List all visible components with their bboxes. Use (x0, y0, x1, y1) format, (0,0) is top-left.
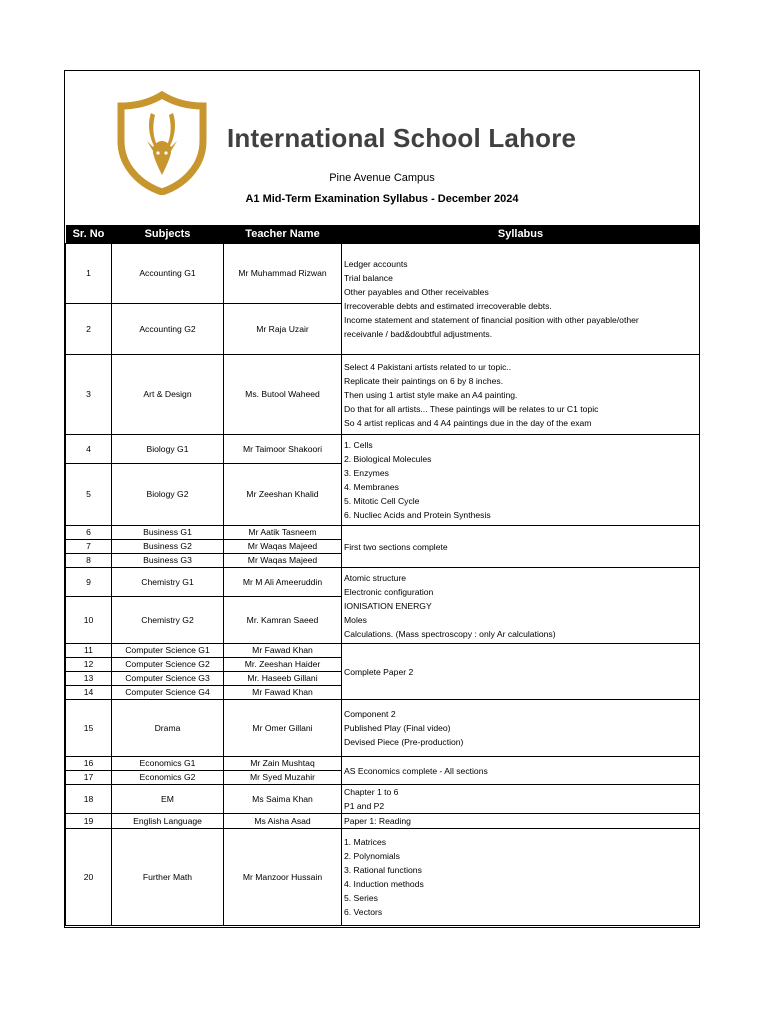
syllabus-line: Do that for all artists... These paintings will be relates to ur C1 topic (344, 403, 599, 414)
syllabus-line: Irrecoverable debts and estimated irrecoverable debts. (344, 301, 552, 311)
syllabus-table (65, 225, 700, 926)
subject-cell: Drama (112, 700, 224, 757)
column-header-teacher-name: Teacher Name (224, 225, 342, 244)
table-row (66, 700, 700, 757)
table-row (66, 244, 700, 304)
syllabus-line: Component 2 (344, 709, 396, 719)
column-header-sr-no: Sr. No (66, 225, 112, 244)
subject-cell: EM (112, 785, 224, 814)
subject-cell: Business G2 (112, 540, 224, 554)
sr-no-cell: 16 (66, 757, 112, 771)
sr-no-cell: 4 (66, 435, 112, 464)
table-row (66, 829, 700, 926)
syllabus-line: 5. Mitotic Cell Cycle (344, 496, 420, 506)
sr-no-cell: 19 (66, 814, 112, 829)
syllabus-line: receivanle / bad&doubtful adjustments. (344, 329, 493, 339)
syllabus-cell-art (342, 355, 700, 435)
subject-cell: Business G3 (112, 554, 224, 568)
sr-no-cell: 17 (66, 771, 112, 785)
syllabus-line: Replicate their paintings on 6 by 8 inches. (344, 375, 504, 386)
subject-cell: Economics G1 (112, 757, 224, 771)
subject-cell: English Language (112, 814, 224, 829)
table-header-row (66, 225, 700, 244)
teacher-cell: Mr. Haseeb Gillani (224, 672, 342, 686)
syllabus-line: P1 and P2 (344, 801, 385, 811)
syllabus-line: First two sections complete (344, 541, 448, 552)
syllabus-line: 6. Nucliec Acids and Protein Synthesis (344, 510, 491, 520)
sr-no-cell: 9 (66, 568, 112, 597)
syllabus-cell-english (342, 814, 700, 829)
table-row (66, 435, 700, 464)
sr-no-cell: 14 (66, 686, 112, 700)
subject-cell: Further Math (112, 829, 224, 926)
sr-no-cell: 8 (66, 554, 112, 568)
syllabus-cell-business (342, 526, 700, 568)
syllabus-line: Published Play (Final video) (344, 723, 451, 733)
sr-no-cell: 6 (66, 526, 112, 540)
syllabus-line: 6. Vectors (344, 907, 383, 917)
subject-cell: Biology G1 (112, 435, 224, 464)
document-header (65, 71, 699, 226)
syllabus-cell-economics (342, 757, 700, 785)
sr-no-cell: 7 (66, 540, 112, 554)
column-header-subjects: Subjects (112, 225, 224, 244)
syllabus-cell-biology (342, 435, 700, 526)
syllabus-line: Electronic configuration (344, 586, 434, 597)
syllabus-line: 3. Rational functions (344, 865, 422, 875)
syllabus-cell-further-math (342, 829, 700, 926)
syllabus-line: IONISATION ENERGY (344, 600, 432, 611)
syllabus-line: Moles (344, 614, 367, 625)
syllabus-cell-drama (342, 700, 700, 757)
teacher-cell: Mr Raja Uzair (224, 304, 342, 355)
subject-cell: Chemistry G1 (112, 568, 224, 597)
column-header-syllabus: Syllabus (342, 225, 700, 244)
sr-no-cell: 18 (66, 785, 112, 814)
subject-cell: Computer Science G1 (112, 644, 224, 658)
subject-cell: Chemistry G2 (112, 597, 224, 644)
teacher-cell: Mr Fawad Khan (224, 686, 342, 700)
teacher-cell: Ms. Butool Waheed (224, 355, 342, 435)
syllabus-cell-em (342, 785, 700, 814)
campus-name: Pine Avenue Campus (329, 172, 435, 184)
sr-no-cell: 1 (66, 244, 112, 304)
subject-cell: Accounting G2 (112, 304, 224, 355)
teacher-cell: Mr Manzoor Hussain (224, 829, 342, 926)
syllabus-line: 1. Matrices (344, 837, 387, 847)
teacher-cell: Mr Fawad Khan (224, 644, 342, 658)
syllabus-line: Other payables and Other receivables (344, 287, 489, 297)
subject-cell: Economics G2 (112, 771, 224, 785)
teacher-cell: Mr Muhammad Rizwan (224, 244, 342, 304)
table-row (66, 526, 700, 540)
school-name: International School Lahore (227, 123, 577, 153)
sr-no-cell: 2 (66, 304, 112, 355)
subject-cell: Computer Science G4 (112, 686, 224, 700)
teacher-cell: Mr Waqas Majeed (224, 540, 342, 554)
exam-title: A1 Mid-Term Examination Syllabus - December 2024 (245, 193, 519, 205)
syllabus-sheet (64, 70, 700, 928)
syllabus-line: Calculations. (Mass spectroscopy : only Ar calculations) (344, 628, 556, 639)
syllabus-line: So 4 artist replicas and 4 A4 paintings due in the day of the exam (344, 417, 592, 428)
sr-no-cell: 5 (66, 464, 112, 526)
teacher-cell: Ms Aisha Asad (224, 814, 342, 829)
syllabus-cell-accounting (342, 244, 700, 355)
teacher-cell: Mr Zain Mushtaq (224, 757, 342, 771)
sr-no-cell: 15 (66, 700, 112, 757)
subject-cell: Computer Science G2 (112, 658, 224, 672)
teacher-cell: Ms Saima Khan (224, 785, 342, 814)
sr-no-cell: 10 (66, 597, 112, 644)
subject-cell: Computer Science G3 (112, 672, 224, 686)
subject-cell: Accounting G1 (112, 244, 224, 304)
teacher-cell: Mr. Kamran Saeed (224, 597, 342, 644)
teacher-cell: Mr Taimoor Shakoori (224, 435, 342, 464)
syllabus-line: 2. Biological Molecules (344, 454, 432, 464)
syllabus-line: Income statement and statement of financial position with other payable/other (344, 315, 639, 325)
table-row (66, 568, 700, 597)
sr-no-cell: 12 (66, 658, 112, 672)
syllabus-line: 4. Induction methods (344, 879, 424, 889)
teacher-cell: Mr Syed Muzahir (224, 771, 342, 785)
teacher-cell: Mr Waqas Majeed (224, 554, 342, 568)
syllabus-line: Then using 1 artist style make an A4 painting. (344, 389, 518, 400)
teacher-cell: Mr. Zeeshan Haider (224, 658, 342, 672)
syllabus-line: Atomic structure (344, 572, 407, 583)
syllabus-line: 4. Membranes (344, 482, 399, 492)
syllabus-line: 2. Polynomials (344, 851, 400, 861)
subject-cell: Biology G2 (112, 464, 224, 526)
subject-cell: Art & Design (112, 355, 224, 435)
table-row (66, 644, 700, 658)
table-row (66, 814, 700, 829)
sr-no-cell: 20 (66, 829, 112, 926)
sr-no-cell: 11 (66, 644, 112, 658)
syllabus-line: AS Economics complete - All sections (344, 765, 488, 776)
syllabus-line: Trial balance (344, 273, 393, 283)
teacher-cell: Mr Omer Gillani (224, 700, 342, 757)
syllabus-line: 5. Series (344, 893, 378, 903)
table-row (66, 757, 700, 771)
sr-no-cell: 13 (66, 672, 112, 686)
teacher-cell: Mr M Ali Ameeruddin (224, 568, 342, 597)
syllabus-cell-chemistry (342, 568, 700, 644)
teacher-cell: Mr Aatik Tasneem (224, 526, 342, 540)
syllabus-line: Chapter 1 to 6 (344, 787, 399, 797)
syllabus-line: Paper 1: Reading (344, 816, 411, 826)
subject-cell: Business G1 (112, 526, 224, 540)
syllabus-cell-computer-science (342, 644, 700, 700)
table-row (66, 355, 700, 435)
syllabus-line: Complete Paper 2 (344, 666, 414, 677)
syllabus-line: Ledger accounts (344, 259, 408, 269)
syllabus-line: 3. Enzymes (344, 468, 389, 478)
syllabus-line: 1. Cells (344, 440, 373, 450)
sr-no-cell: 3 (66, 355, 112, 435)
teacher-cell: Mr Zeeshan Khalid (224, 464, 342, 526)
syllabus-line: Select 4 Pakistani artists related to ur topic.. (344, 361, 512, 372)
syllabus-line: Devised Piece (Pre-production) (344, 737, 464, 747)
table-row (66, 785, 700, 814)
